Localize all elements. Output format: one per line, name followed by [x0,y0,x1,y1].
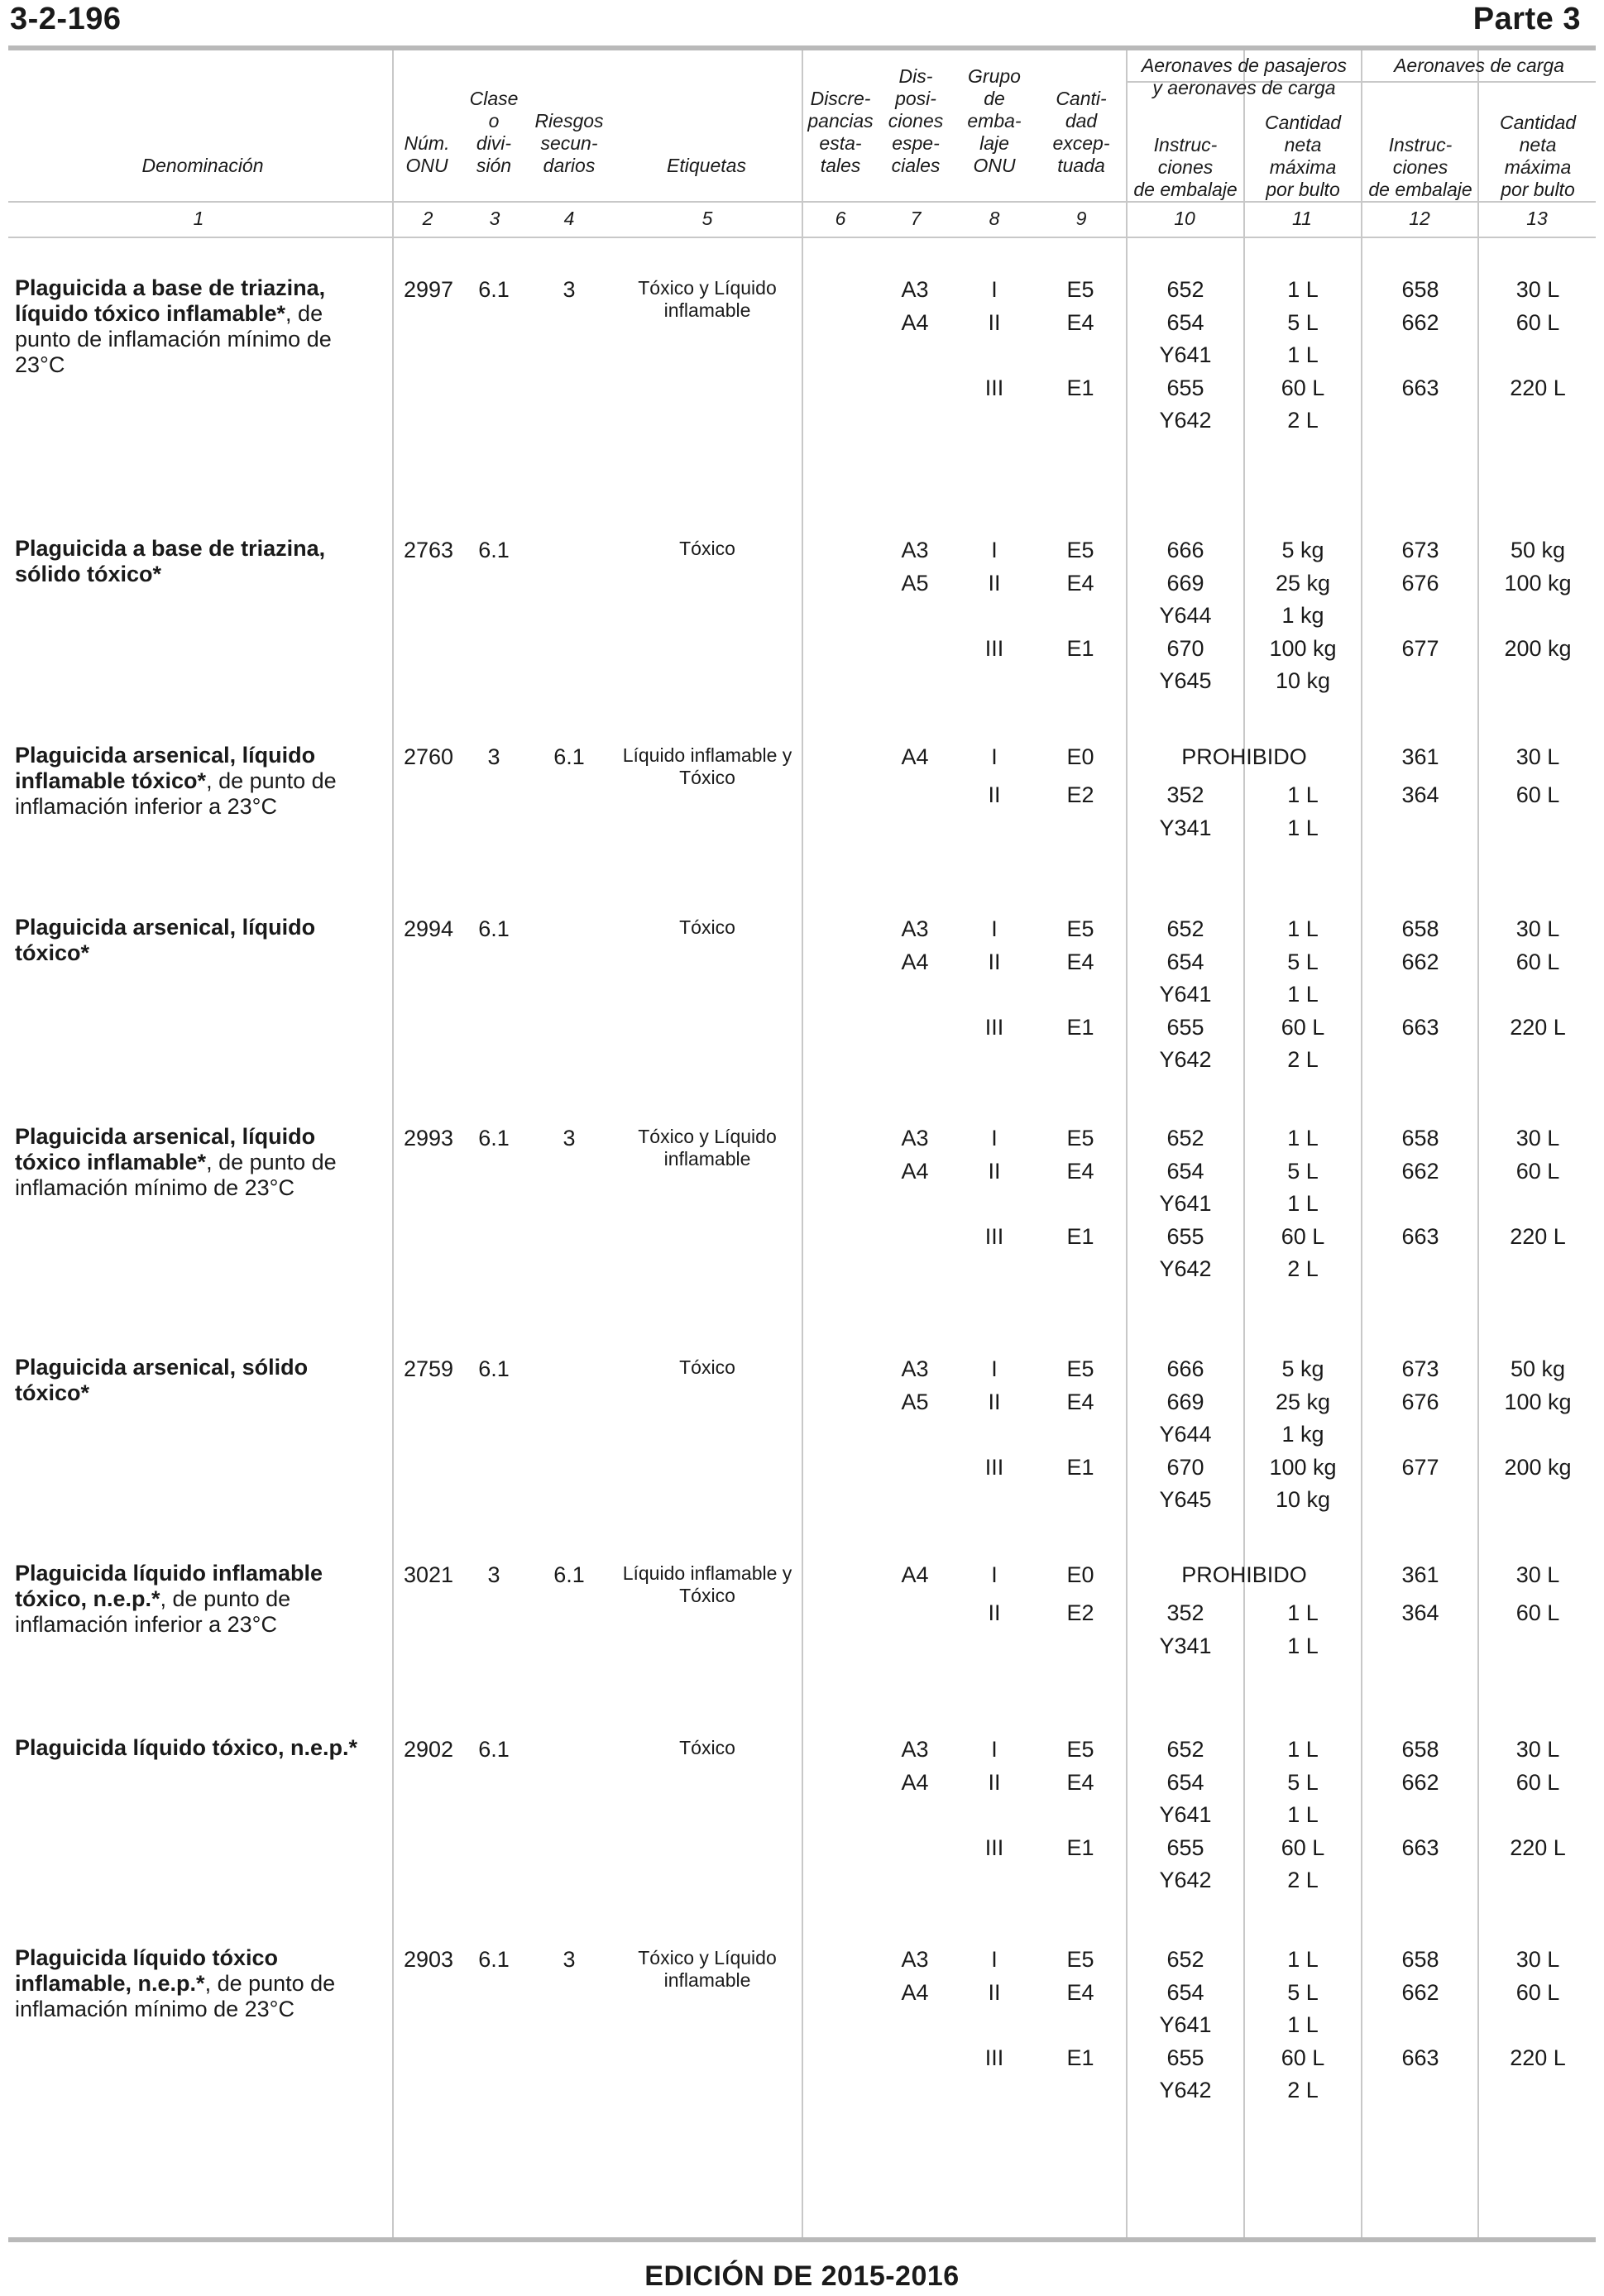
excepted-quantity: E4 [1066,309,1094,335]
max-quantity-passenger: 5 kg [1281,1356,1324,1381]
special-provision: A3 [901,1737,929,1762]
packing-group: II [988,1600,1001,1625]
max-quantity-cargo: 30 L [1515,1126,1560,1150]
packing-instruction-passenger: 654 [1166,1158,1204,1184]
header-etiquetas: Etiquetas [667,155,746,176]
substance-name [15,915,379,966]
packing-instruction-passenger: 666 [1166,1356,1204,1381]
column-number: 13 [1526,208,1548,229]
packing-instruction-cargo: 663 [1401,2045,1439,2070]
excepted-quantity: E5 [1066,277,1094,302]
max-quantity-passenger: 2 L [1287,408,1319,433]
special-provision: A5 [901,570,929,596]
packing-group: III [984,635,1004,661]
packing-instruction-cargo: 673 [1401,1356,1439,1381]
packing-group: III [984,375,1004,400]
excepted-quantity: E2 [1066,1600,1094,1625]
packing-instruction-cargo: 662 [1401,949,1439,974]
substance-name [15,1355,379,1406]
header-cantidad-neta-carga: Cantidad neta máxima por bulto [1499,112,1577,200]
substance-name-bold: Plaguicida líquido tóxico, n.e.p.* [15,1735,358,1760]
max-quantity-cargo: 220 L [1510,375,1566,400]
column-divider [802,50,803,2237]
max-quantity-passenger: 100 kg [1269,635,1337,661]
un-number: 3021 [403,1562,454,1587]
excepted-quantity: E4 [1066,1769,1094,1795]
un-number: 2902 [403,1737,454,1762]
packing-instruction-cargo: 658 [1401,1737,1439,1762]
max-quantity-cargo: 60 L [1515,1979,1560,2005]
packing-group: I [991,1356,998,1381]
hazard-class: 6.1 [478,1947,510,1972]
excepted-quantity: E1 [1066,635,1094,661]
hazard-labels: Tóxico [679,1356,735,1378]
max-quantity-passenger: 25 kg [1275,1389,1331,1414]
packing-instruction-passenger: 670 [1166,1454,1204,1480]
max-quantity-cargo: 200 kg [1504,1454,1572,1480]
header-riesgos: Riesgos secun- darios [534,110,604,176]
hazard-labels: Tóxico [679,538,735,559]
max-quantity-passenger: 2 L [1287,1047,1319,1072]
page-number: 3-2-196 [10,2,122,36]
special-provision: A4 [901,1562,929,1587]
packing-instruction-cargo: 663 [1401,1014,1439,1040]
packing-instruction-passenger: 669 [1166,570,1204,596]
column-number: 5 [701,208,713,229]
excepted-quantity: E1 [1066,375,1094,400]
header-cantidad-exceptuada: Canti- dad excep- tuada [1052,88,1110,176]
packing-instruction-cargo: 673 [1401,538,1439,562]
excepted-quantity: E5 [1066,1947,1094,1972]
max-quantity-passenger: 2 L [1287,1868,1319,1892]
packing-instruction-cargo: 361 [1401,1562,1439,1587]
packing-instruction-passenger: Y641 [1159,2012,1212,2037]
hazard-class: 3 [487,744,500,769]
excepted-quantity: E4 [1066,949,1094,974]
hazard-labels: Tóxico y Líquido inflamable [638,1947,777,1991]
column-number: 4 [563,208,575,229]
max-quantity-passenger: 5 L [1287,1979,1319,2005]
header-group-pasajeros: Aeronaves de pasajeros y aeronaves de carga [1141,55,1348,98]
max-quantity-cargo: 220 L [1510,1223,1566,1249]
excepted-quantity: E1 [1066,2045,1094,2070]
substance-name [15,275,379,378]
column-number: 8 [989,208,1000,229]
subsidiary-risk: 6.1 [553,1562,585,1587]
max-quantity-cargo: 60 L [1515,1769,1560,1795]
part-label: Parte 3 [1472,2,1581,36]
packing-instruction-passenger: Y641 [1159,1802,1212,1827]
excepted-quantity: E5 [1066,1356,1094,1381]
packing-instruction-passenger: Y645 [1159,668,1212,693]
max-quantity-passenger: 1 L [1287,1600,1319,1625]
excepted-quantity: E4 [1066,1158,1094,1184]
header-disposiciones: Dis- posi- ciones espe- ciales [888,65,944,176]
max-quantity-passenger: 60 L [1281,1223,1325,1249]
substance-name-detail: , de punto de inflamación mínimo de 23°C [15,1971,336,2021]
packing-group: III [984,1223,1004,1249]
packing-group: II [988,309,1001,335]
column-number: 9 [1075,208,1087,229]
max-quantity-passenger: 1 L [1287,916,1319,941]
max-quantity-passenger: 10 kg [1275,1487,1331,1512]
max-quantity-cargo: 60 L [1515,1158,1560,1184]
excepted-quantity: E4 [1066,570,1094,596]
hazard-labels: Líquido inflamable y Tóxico [622,1562,792,1606]
substance-name [15,536,379,587]
max-quantity-passenger: 1 L [1287,982,1319,1007]
max-quantity-passenger: 60 L [1281,1834,1325,1860]
packing-group: II [988,949,1001,974]
packing-instruction-passenger: Y645 [1159,1487,1212,1512]
column-number: 6 [835,208,846,229]
max-quantity-passenger: 5 L [1287,309,1319,335]
header-instrucciones-pasajeros: Instruc- ciones de embalaje [1133,134,1238,200]
un-number: 2763 [403,538,454,562]
hazard-labels: Líquido inflamable y Tóxico [622,744,792,788]
packing-instruction-cargo: 663 [1401,1223,1439,1249]
max-quantity-passenger: 5 L [1287,949,1319,974]
excepted-quantity: E1 [1066,1454,1094,1480]
max-quantity-passenger: 1 L [1287,782,1319,807]
substance-name-detail: , de punto de inflamación mínimo de 23°C [15,1150,337,1200]
max-quantity-cargo: 50 kg [1510,538,1566,562]
packing-instruction-cargo: 662 [1401,1769,1439,1795]
packing-group: I [991,1737,998,1762]
packing-instruction-passenger: 352 [1166,1600,1204,1625]
packing-instruction-passenger: 666 [1166,538,1204,562]
packing-group: I [991,1562,998,1587]
packing-instruction-passenger: 655 [1166,1223,1204,1249]
column-number-divider [8,237,1596,238]
packing-instruction-passenger: 654 [1166,309,1204,335]
packing-instruction-passenger: 652 [1166,1126,1204,1150]
substance-name [15,1945,379,2022]
special-provision: A4 [901,1979,929,2005]
packing-instruction-passenger: 652 [1166,916,1204,941]
header-grupo: Grupo de emba- laje ONU [967,65,1022,176]
hazard-labels: Tóxico y Líquido inflamable [638,277,777,321]
max-quantity-cargo: 60 L [1515,309,1560,335]
max-quantity-cargo: 60 L [1515,949,1560,974]
substance-name-bold: Plaguicida arsenical, líquido inflamable tóxico* [15,743,316,793]
subsidiary-risk: 3 [563,1126,576,1150]
max-quantity-passenger: 1 L [1287,1737,1319,1762]
special-provision: A3 [901,1126,929,1150]
subsidiary-risk: 3 [563,1947,576,1972]
special-provision: A3 [901,1356,929,1381]
excepted-quantity: E2 [1066,782,1094,807]
excepted-quantity: E5 [1066,1126,1094,1150]
packing-instruction-passenger: 655 [1166,1014,1204,1040]
excepted-quantity: E1 [1066,1223,1094,1249]
packing-group: II [988,782,1001,807]
substance-name [15,1561,379,1638]
packing-instruction-passenger: Y644 [1159,603,1212,628]
max-quantity-cargo: 30 L [1515,277,1560,302]
bottom-rule [8,2237,1596,2242]
packing-instruction-passenger: Y642 [1159,2078,1212,2102]
excepted-quantity: E5 [1066,538,1094,562]
packing-instruction-cargo: 364 [1401,1600,1439,1625]
header-group-carga: Aeronaves de carga [1394,55,1564,76]
un-number: 2759 [403,1356,454,1381]
packing-group: I [991,1947,998,1972]
excepted-quantity: E4 [1066,1389,1094,1414]
column-number: 3 [489,208,500,229]
special-provision: A3 [901,1947,929,1972]
packing-instruction-cargo: 658 [1401,1126,1439,1150]
packing-instruction-cargo: 662 [1401,1979,1439,2005]
max-quantity-cargo: 60 L [1515,782,1560,807]
max-quantity-cargo: 30 L [1515,1562,1560,1587]
packing-group: II [988,570,1001,596]
packing-instruction-passenger: Y642 [1159,1047,1212,1072]
header-instrucciones-carga: Instruc- ciones de embalaje [1368,134,1472,200]
max-quantity-cargo: 200 kg [1504,635,1572,661]
packing-group: III [984,2045,1004,2070]
max-quantity-cargo: 220 L [1510,2045,1566,2070]
max-quantity-cargo: 100 kg [1504,1389,1572,1414]
excepted-quantity: E5 [1066,1737,1094,1762]
substance-name-bold: Plaguicida a base de triazina, líquido tóxico inflamable* [15,275,326,326]
max-quantity-passenger: 1 L [1287,815,1319,840]
max-quantity-passenger: 100 kg [1269,1454,1337,1480]
max-quantity-passenger: 10 kg [1275,668,1331,693]
packing-instruction-cargo: 662 [1401,309,1439,335]
hazard-class: 3 [487,1562,500,1587]
max-quantity-cargo: 60 L [1515,1600,1560,1625]
packing-instruction-passenger: Y341 [1159,815,1212,840]
max-quantity-passenger: 5 L [1287,1158,1319,1184]
un-number: 2997 [403,277,454,302]
packing-instruction-passenger: 655 [1166,2045,1204,2070]
excepted-quantity: E5 [1066,916,1094,941]
special-provision: A4 [901,309,929,335]
packing-instruction-passenger: Y642 [1159,408,1212,433]
packing-instruction-cargo: 658 [1401,916,1439,941]
max-quantity-passenger: 1 kg [1281,603,1324,628]
packing-instruction-passenger: Y341 [1159,1633,1212,1658]
packing-instruction-passenger: Y641 [1159,982,1212,1007]
max-quantity-passenger: 2 L [1287,2078,1319,2102]
column-number: 1 [193,208,204,229]
special-provision: A4 [901,744,929,769]
packing-instruction-cargo: 663 [1401,375,1439,400]
prohibited-label: PROHIBIDO [1181,744,1307,769]
packing-group: II [988,1158,1001,1184]
max-quantity-cargo: 50 kg [1510,1356,1566,1381]
packing-instruction-cargo: 361 [1401,744,1439,769]
packing-group: III [984,1454,1004,1480]
max-quantity-passenger: 60 L [1281,375,1325,400]
max-quantity-passenger: 60 L [1281,2045,1325,2070]
packing-instruction-passenger: 652 [1166,277,1204,302]
substance-name-bold: Plaguicida arsenical, líquido tóxico inflamable* [15,1124,316,1174]
packing-instruction-passenger: 654 [1166,1979,1204,2005]
hazard-class: 6.1 [478,1737,510,1762]
packing-group: III [984,1014,1004,1040]
header-discrepancias: Discre- pancias esta- tales [807,88,874,176]
max-quantity-passenger: 1 L [1287,1191,1319,1216]
packing-instruction-passenger: Y642 [1159,1256,1212,1281]
substance-name-bold: Plaguicida líquido tóxico inflamable, n.e.p.* [15,1945,279,1996]
packing-instruction-passenger: Y644 [1159,1422,1212,1447]
subsidiary-risk: 3 [563,277,576,302]
max-quantity-passenger: 1 L [1287,1947,1319,1972]
excepted-quantity: E4 [1066,1979,1094,2005]
max-quantity-cargo: 30 L [1515,1737,1560,1762]
packing-group: II [988,1769,1001,1795]
substance-name-detail: , de punto de inflamación inferior a 23°C [15,1586,291,1637]
packing-instruction-passenger: Y641 [1159,1191,1212,1216]
max-quantity-passenger: 1 L [1287,1802,1319,1827]
substance-name-bold: Plaguicida arsenical, líquido tóxico* [15,915,316,965]
packing-group: I [991,1126,998,1150]
hazard-class: 6.1 [478,1126,510,1150]
excepted-quantity: E0 [1066,1562,1094,1587]
packing-instruction-passenger: 669 [1166,1389,1204,1414]
header-divider [8,201,1596,203]
prohibited-label: PROHIBIDO [1181,1562,1307,1587]
substance-name [15,743,379,820]
un-number: 2903 [403,1947,454,1972]
packing-group: I [991,916,998,941]
header-cantidad-neta-pasajeros: Cantidad neta máxima por bulto [1264,112,1342,200]
excepted-quantity: E0 [1066,744,1094,769]
packing-instruction-passenger: 670 [1166,635,1204,661]
max-quantity-passenger: 5 kg [1281,538,1324,562]
packing-group: II [988,1389,1001,1414]
hazard-labels: Tóxico y Líquido inflamable [638,1126,777,1170]
un-number: 2993 [403,1126,454,1150]
column-number: 10 [1174,208,1195,229]
max-quantity-passenger: 1 L [1287,2012,1319,2037]
packing-instruction-passenger: Y641 [1159,342,1212,367]
packing-instruction-cargo: 676 [1401,1389,1439,1414]
packing-instruction-cargo: 658 [1401,1947,1439,1972]
packing-group: I [991,744,998,769]
special-provision: A4 [901,1769,929,1795]
edition-footer: EDICIÓN DE 2015-2016 [644,2260,960,2292]
packing-instruction-passenger: 655 [1166,1834,1204,1860]
header-denominacion: Denominación [141,155,264,176]
max-quantity-passenger: 1 L [1287,342,1319,367]
packing-instruction-cargo: 676 [1401,570,1439,596]
special-provision: A3 [901,916,929,941]
max-quantity-passenger: 25 kg [1275,570,1331,596]
max-quantity-cargo: 30 L [1515,1947,1560,1972]
max-quantity-passenger: 60 L [1281,1014,1325,1040]
column-number: 7 [910,208,922,229]
hazard-class: 6.1 [478,277,510,302]
page-header [8,0,1596,46]
max-quantity-cargo: 220 L [1510,1834,1566,1860]
max-quantity-passenger: 2 L [1287,1256,1319,1281]
packing-instruction-passenger: 352 [1166,782,1204,807]
special-provision: A4 [901,1158,929,1184]
substance-name [15,1735,379,1761]
hazard-class: 6.1 [478,916,510,941]
substance-name-detail: , de punto de inflamación mínimo de 23°C [15,301,332,377]
column-number: 11 [1292,208,1312,229]
un-number: 2760 [403,744,454,769]
un-number: 2994 [403,916,454,941]
packing-instruction-passenger: 654 [1166,949,1204,974]
packing-instruction-cargo: 677 [1401,1454,1439,1480]
max-quantity-cargo: 30 L [1515,744,1560,769]
packing-group: III [984,1834,1004,1860]
hazard-labels: Tóxico [679,1737,735,1758]
hazard-class: 6.1 [478,538,510,562]
packing-instruction-cargo: 663 [1401,1834,1439,1860]
column-number: 12 [1409,208,1430,229]
substance-name-detail: , de punto de inflamación inferior a 23°C [15,768,337,819]
header-clase: Clase o divi- sión [469,88,519,176]
excepted-quantity: E1 [1066,1014,1094,1040]
special-provision: A4 [901,949,929,974]
packing-instruction-passenger: 652 [1166,1737,1204,1762]
hazard-class: 6.1 [478,1356,510,1381]
subsidiary-risk: 6.1 [553,744,585,769]
packing-instruction-cargo: 658 [1401,277,1439,302]
hazard-labels: Tóxico [679,916,735,938]
special-provision: A5 [901,1389,929,1414]
max-quantity-cargo: 220 L [1510,1014,1566,1040]
substance-name-bold: Plaguicida a base de triazina, sólido tóxico* [15,536,326,586]
max-quantity-passenger: 1 L [1287,277,1319,302]
column-number: 2 [422,208,433,229]
max-quantity-cargo: 30 L [1515,916,1560,941]
packing-instruction-passenger: 652 [1166,1947,1204,1972]
max-quantity-passenger: 1 L [1287,1633,1319,1658]
packing-instruction-passenger: 655 [1166,375,1204,400]
max-quantity-passenger: 1 kg [1281,1422,1324,1447]
special-provision: A3 [901,277,929,302]
packing-instruction-cargo: 677 [1401,635,1439,661]
packing-instruction-passenger: 654 [1166,1769,1204,1795]
max-quantity-passenger: 5 L [1287,1769,1319,1795]
packing-instruction-cargo: 662 [1401,1158,1439,1184]
packing-instruction-passenger: Y642 [1159,1868,1212,1892]
max-quantity-cargo: 100 kg [1504,570,1572,596]
packing-group: II [988,1979,1001,2005]
max-quantity-passenger: 1 L [1287,1126,1319,1150]
packing-instruction-cargo: 364 [1401,782,1439,807]
header-num-onu: Núm. ONU [404,132,450,176]
column-divider [392,50,394,2237]
substance-name-bold: Plaguicida arsenical, sólido tóxico* [15,1355,309,1405]
packing-group: I [991,538,998,562]
excepted-quantity: E1 [1066,1834,1094,1860]
substance-name [15,1124,379,1201]
substance-name-bold: Plaguicida líquido inflamable tóxico, n.e.p.* [15,1561,323,1611]
special-provision: A3 [901,538,929,562]
packing-group: I [991,277,998,302]
